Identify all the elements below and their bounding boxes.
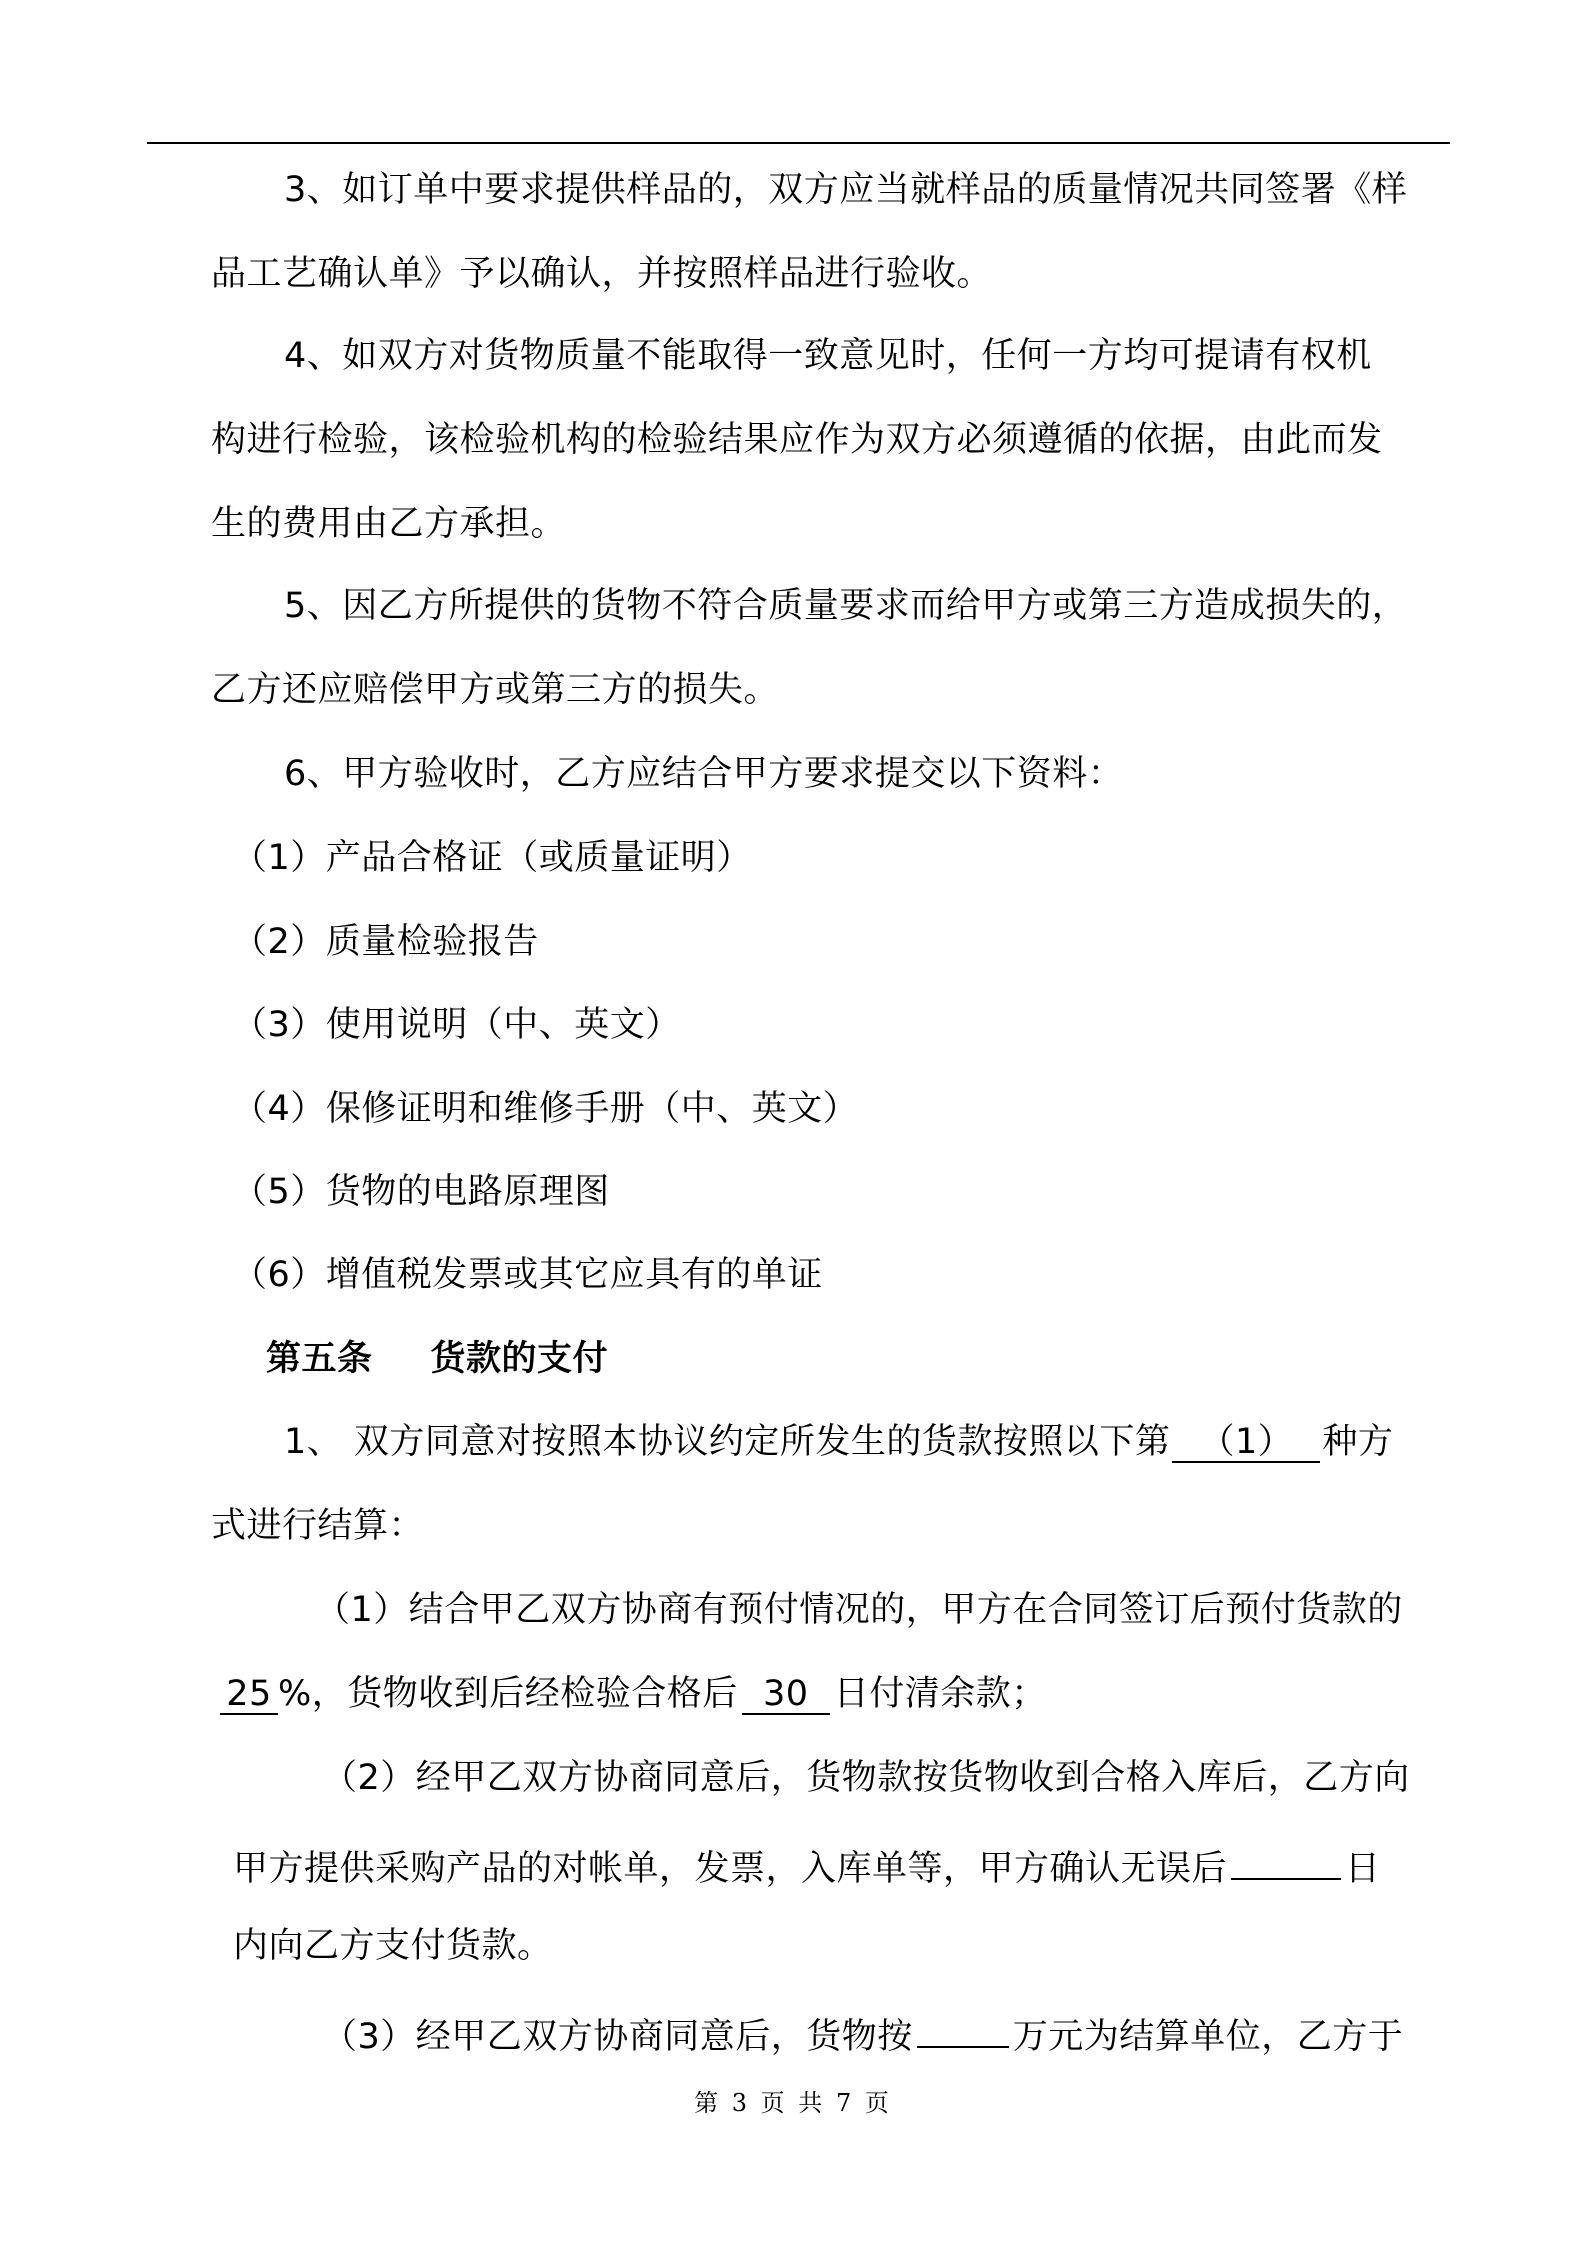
article-number: 第五条	[266, 1339, 373, 1379]
article-title: 货款的支付	[430, 1339, 609, 1379]
list-item: （6）增值税发票或其它应具有的单证	[232, 1255, 823, 1295]
option1-mid: ，货物收到后经检验合格后	[311, 1674, 738, 1714]
list-item: （4）保修证明和维修手册（中、英文）	[232, 1089, 859, 1129]
option2-line1: （2）经甲乙双方协商同意后，货物款按货物收到合格入库后，乙方向	[322, 1758, 1410, 1798]
option2-line2-prefix: 甲方提供采购产品的对帐单，发票，入库单等，甲方确认无误后	[233, 1849, 1228, 1889]
list-item: （2）质量检验报告	[232, 922, 539, 962]
percent-unit: %	[278, 1674, 312, 1714]
p4-line3: 生的费用由乙方承担。	[211, 504, 567, 544]
p3-line2: 品工艺确认单》予以确认，并按照样品进行验收。	[211, 254, 993, 294]
list-item: （1）产品合格证（或质量证明）	[232, 838, 752, 878]
article-heading	[266, 1337, 608, 1381]
balance-days-field[interactable]: 30	[742, 1675, 830, 1715]
option3-suffix: 万元为结算单位，乙方于	[1012, 2017, 1404, 2057]
option2-line2-suffix: 日	[1345, 1849, 1381, 1889]
option3-line1	[322, 2008, 1403, 2059]
clause1-prefix: 1、 双方同意对按照本协议约定所发生的货款按照以下第	[284, 1422, 1171, 1462]
option1-line2	[220, 1672, 1047, 1716]
prepay-percent-field[interactable]: 25	[220, 1675, 278, 1715]
clause1-suffix: 种方	[1322, 1422, 1394, 1462]
settlement-amount-field[interactable]	[917, 2008, 1009, 2048]
settlement-choice-field[interactable]: （1）	[1172, 1423, 1320, 1463]
payment-days-field[interactable]	[1231, 1840, 1341, 1880]
p5-line1: 5、因乙方所提供的货物不符合质量要求而给甲方或第三方造成损失的，	[284, 586, 1408, 626]
option2-line2	[233, 1840, 1381, 1891]
clause1-line2: 式进行结算：	[211, 1506, 425, 1546]
p4-line1: 4、如双方对货物质量不能取得一致意见时，任何一方均可提请有权机	[284, 336, 1372, 376]
option1-line1: （1）结合甲乙双方协商有预付情况的，甲方在合同签订后预付货款的	[315, 1590, 1403, 1630]
clause1-line1	[284, 1420, 1393, 1464]
list-item: （5）货物的电路原理图	[232, 1172, 610, 1212]
option1-end: 日付清余款；	[833, 1674, 1047, 1714]
option3-prefix: （3）经甲乙双方协商同意后，货物按	[322, 2017, 913, 2057]
p6-line1: 6、甲方验收时，乙方应结合甲方要求提交以下资料：	[284, 754, 1124, 794]
p3-line1: 3、如订单中要求提供样品的，双方应当就样品的质量情况共同签署《样	[284, 170, 1408, 210]
list-item: （3）使用说明（中、英文）	[232, 1005, 681, 1045]
p5-line2: 乙方还应赔偿甲方或第三方的损失。	[211, 670, 780, 710]
option2-line3: 内向乙方支付货款。	[233, 1926, 553, 1966]
header-rule	[147, 142, 1450, 144]
page-number-footer: 第 3 页 共 7 页	[694, 2089, 892, 2117]
p4-line2: 构进行检验，该检验机构的检验结果应作为双方必须遵循的依据，由此而发	[211, 420, 1383, 460]
